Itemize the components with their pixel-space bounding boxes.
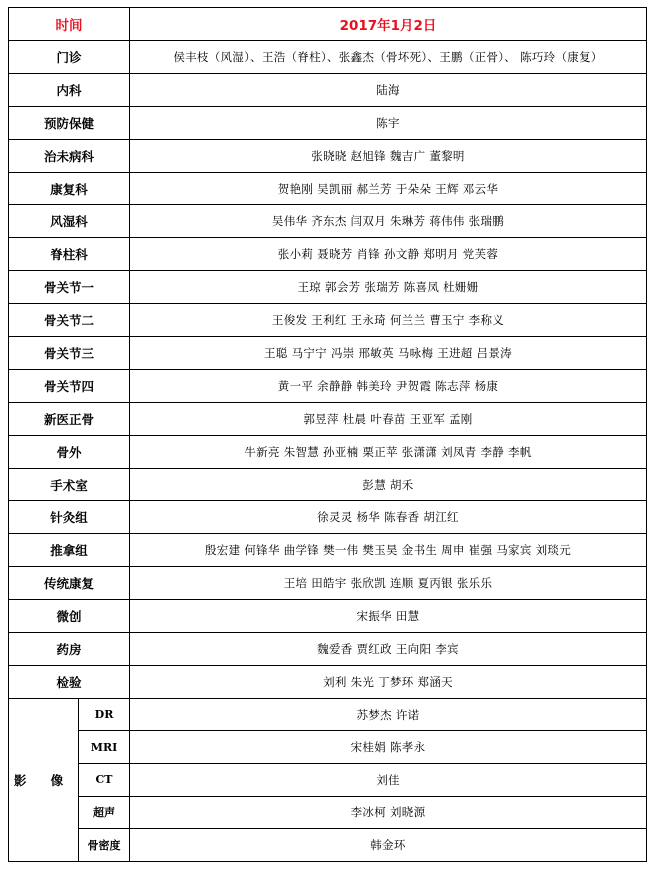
department-name: 脊柱科 (9, 238, 130, 271)
imaging-unit-name: 骨密度 (79, 829, 130, 862)
table-row (9, 106, 647, 139)
table-row (9, 172, 647, 205)
staff-list: 张晓晓 赵旭锋 魏吉广 董黎明 (130, 139, 647, 172)
department-name: 手术室 (9, 468, 130, 501)
department-name: 风湿科 (9, 205, 130, 238)
department-name: 针灸组 (9, 501, 130, 534)
staff-list: 刘佳 (130, 764, 647, 797)
imaging-unit-name: DR (79, 698, 130, 731)
table-row (9, 567, 647, 600)
table-row (9, 764, 647, 797)
table-row (9, 238, 647, 271)
staff-list: 宋振华 田慧 (130, 600, 647, 633)
department-name: 骨外 (9, 435, 130, 468)
department-name: 传统康复 (9, 567, 130, 600)
table-row (9, 402, 647, 435)
table-row (9, 829, 647, 862)
table-row (9, 698, 647, 731)
department-name: 新医正骨 (9, 402, 130, 435)
staff-list: 苏梦杰 许诺 (130, 698, 647, 731)
table-row (9, 369, 647, 402)
staff-list: 黄一平 余静静 韩美玲 尹贺霞 陈志萍 杨康 (130, 369, 647, 402)
table-row (9, 600, 647, 633)
department-name: 骨关节二 (9, 304, 130, 337)
staff-list: 张小莉 聂晓芳 肖锋 孙文静 郑明月 党芙蓉 (130, 238, 647, 271)
staff-list: 吴伟华 齐东杰 闫双月 朱琳芳 蒋伟伟 张瑞鹏 (130, 205, 647, 238)
table-row (9, 796, 647, 829)
department-name: 骨关节三 (9, 337, 130, 370)
department-name: 门诊 (9, 41, 130, 74)
table-row (9, 665, 647, 698)
staff-list: 宋桂娟 陈孝永 (130, 731, 647, 764)
time-label: 时间 (9, 8, 130, 41)
table-row (9, 205, 647, 238)
table-row (9, 139, 647, 172)
department-name: 预防保健 (9, 106, 130, 139)
staff-list: 贺艳刚 吴凯丽 郝兰芳 于朵朵 王辉 邓云华 (130, 172, 647, 205)
table-row (9, 73, 647, 106)
department-name: 推拿组 (9, 534, 130, 567)
staff-list: 刘利 朱光 丁梦环 郑涵天 (130, 665, 647, 698)
department-name: 微创 (9, 600, 130, 633)
staff-list: 王俊发 王利红 王永琦 何兰兰 曹玉宁 李称义 (130, 304, 647, 337)
staff-list: 侯丰枝（风湿）、王浩（脊柱）、张鑫杰（骨坏死）、王鹏（正骨）、 陈巧玲（康复） (130, 41, 647, 74)
staff-list: 魏爱香 贾红政 王向阳 李宾 (130, 633, 647, 666)
staff-list: 殷宏建 何锋华 曲学锋 樊一伟 樊玉昊 金书生 周申 崔强 马家宾 刘琰元 (130, 534, 647, 567)
staff-list: 陈宇 (130, 106, 647, 139)
imaging-unit-name: 超声 (79, 796, 130, 829)
table-row (9, 731, 647, 764)
table-row (9, 534, 647, 567)
table-row (9, 337, 647, 370)
imaging-unit-name: MRI (79, 731, 130, 764)
duty-roster-table (8, 7, 647, 862)
department-name: 治未病科 (9, 139, 130, 172)
staff-list: 李冰柯 刘晓源 (130, 796, 647, 829)
staff-list: 王琼 郭会芳 张瑞芳 陈喜凤 杜姗姗 (130, 271, 647, 304)
department-name: 骨关节四 (9, 369, 130, 402)
table-row (9, 501, 647, 534)
department-name: 药房 (9, 633, 130, 666)
imaging-group-label: 影 像 (9, 698, 79, 861)
staff-list: 彭慧 胡禾 (130, 468, 647, 501)
staff-list: 韩金环 (130, 829, 647, 862)
table-row (9, 41, 647, 74)
table-row (9, 633, 647, 666)
staff-list: 郭昱萍 杜晨 叶春苗 王亚军 孟刚 (130, 402, 647, 435)
department-name: 骨关节一 (9, 271, 130, 304)
staff-list: 王培 田皓宇 张欣凯 连顺 夏丙银 张乐乐 (130, 567, 647, 600)
department-name: 康复科 (9, 172, 130, 205)
staff-list: 陆海 (130, 73, 647, 106)
department-name: 内科 (9, 73, 130, 106)
date-label: 2017年1月2日 (130, 8, 647, 41)
table-row (9, 468, 647, 501)
staff-list: 徐灵灵 杨华 陈春香 胡江红 (130, 501, 647, 534)
table-row (9, 304, 647, 337)
header-row (9, 8, 647, 41)
staff-list: 王聪 马宁宁 冯崇 邢敏英 马咏梅 王进超 吕景涛 (130, 337, 647, 370)
imaging-unit-name: CT (79, 764, 130, 797)
table-row (9, 435, 647, 468)
table-row (9, 271, 647, 304)
department-name: 检验 (9, 665, 130, 698)
staff-list: 牛新亮 朱智慧 孙亚楠 栗正苹 张潇潇 刘凤青 李静 李帆 (130, 435, 647, 468)
